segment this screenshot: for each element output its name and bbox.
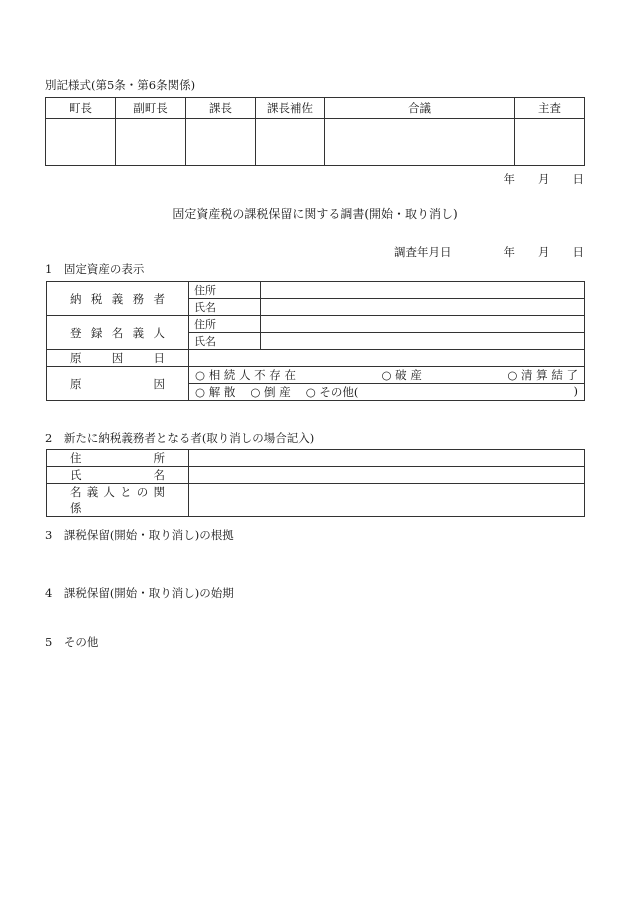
approval-header-section-chief: 課長 (186, 98, 256, 119)
section3-heading: 3 課税保留(開始・取り消し)の根拠 (45, 528, 234, 542)
cause-label: 原 因 (47, 367, 189, 401)
survey-date-label: 調査年月日 (394, 245, 452, 259)
cause-date-label: 原 因 日 (47, 350, 189, 367)
approval-header-council: 合議 (325, 98, 515, 119)
approval-stamp-cell-assistant-section-chief[interactable] (256, 119, 325, 166)
document-date-line: 年 月 日 (503, 172, 584, 186)
approval-stamp-cell-chief-examiner[interactable] (515, 119, 585, 166)
new-taxpayer-address-label: 住 所 (47, 450, 189, 467)
approval-header-assistant-section-chief: 課長補佐 (256, 98, 325, 119)
cause-option-liquidation-completed[interactable]: ○ 清 算 結 了 (507, 368, 578, 382)
new-taxpayer-name-label: 氏 名 (47, 467, 189, 484)
registered-holder-address-input[interactable] (261, 316, 585, 333)
registered-holder-name-label: 氏名 (189, 333, 261, 350)
section1-heading: 1 固定資産の表示 (45, 262, 145, 276)
registered-holder-label: 登 録 名 義 人 (47, 316, 189, 350)
cause-options-row1 (189, 367, 584, 383)
taxpayer-address-input[interactable] (261, 282, 585, 299)
approval-header-deputy-mayor: 副町長 (116, 98, 186, 119)
taxpayer-label: 納 税 義 務 者 (47, 282, 189, 316)
survey-date-line (394, 246, 584, 259)
new-taxpayer-table (46, 449, 585, 517)
survey-date-value: 年 月 日 (503, 245, 584, 259)
taxpayer-address-label: 住所 (189, 282, 261, 299)
cause-option-insolvency[interactable]: ○ 倒 産 (250, 385, 291, 399)
approval-stamp-cell-section-chief[interactable] (186, 119, 256, 166)
cause-date-input[interactable] (189, 350, 585, 367)
approval-stamp-cell-deputy-mayor[interactable] (116, 119, 186, 166)
cause-option-other-close-paren: ) (573, 384, 578, 398)
new-taxpayer-address-input[interactable] (189, 450, 585, 467)
section5-heading: 5 その他 (45, 635, 99, 649)
registered-holder-address-label: 住所 (189, 316, 261, 333)
taxpayer-name-input[interactable] (261, 299, 585, 316)
fixed-asset-table (46, 281, 585, 401)
cause-option-dissolution[interactable]: ○ 解 散 (195, 385, 236, 399)
taxpayer-name-label: 氏名 (189, 299, 261, 316)
registered-holder-name-input[interactable] (261, 333, 585, 350)
approval-stamp-cell-mayor[interactable] (46, 119, 116, 166)
approval-stamp-table (45, 97, 585, 166)
new-taxpayer-name-input[interactable] (189, 467, 585, 484)
cause-option-other[interactable]: ○ その他( (305, 385, 359, 399)
section2-heading: 2 新たに納税義務者となる者(取り消しの場合記入) (45, 431, 315, 445)
relation-to-holder-input[interactable] (189, 484, 585, 517)
cause-option-bankruptcy[interactable]: ○ 破 産 (381, 368, 422, 382)
cause-options-row2 (189, 384, 584, 400)
cause-option-heir-absent[interactable]: ○ 相 続 人 不 存 在 (195, 368, 296, 382)
approval-header-mayor: 町長 (46, 98, 116, 119)
approval-header-chief-examiner: 主査 (515, 98, 585, 119)
section4-heading: 4 課税保留(開始・取り消し)の始期 (45, 586, 234, 600)
form-note: 別記様式(第5条・第6条関係) (45, 78, 196, 92)
approval-stamp-cell-council[interactable] (325, 119, 515, 166)
relation-to-holder-label: 名 義 人 と の 関 係 (47, 484, 189, 517)
page-title: 固定資産税の課税保留に関する調書(開始・取り消し) (172, 207, 458, 221)
